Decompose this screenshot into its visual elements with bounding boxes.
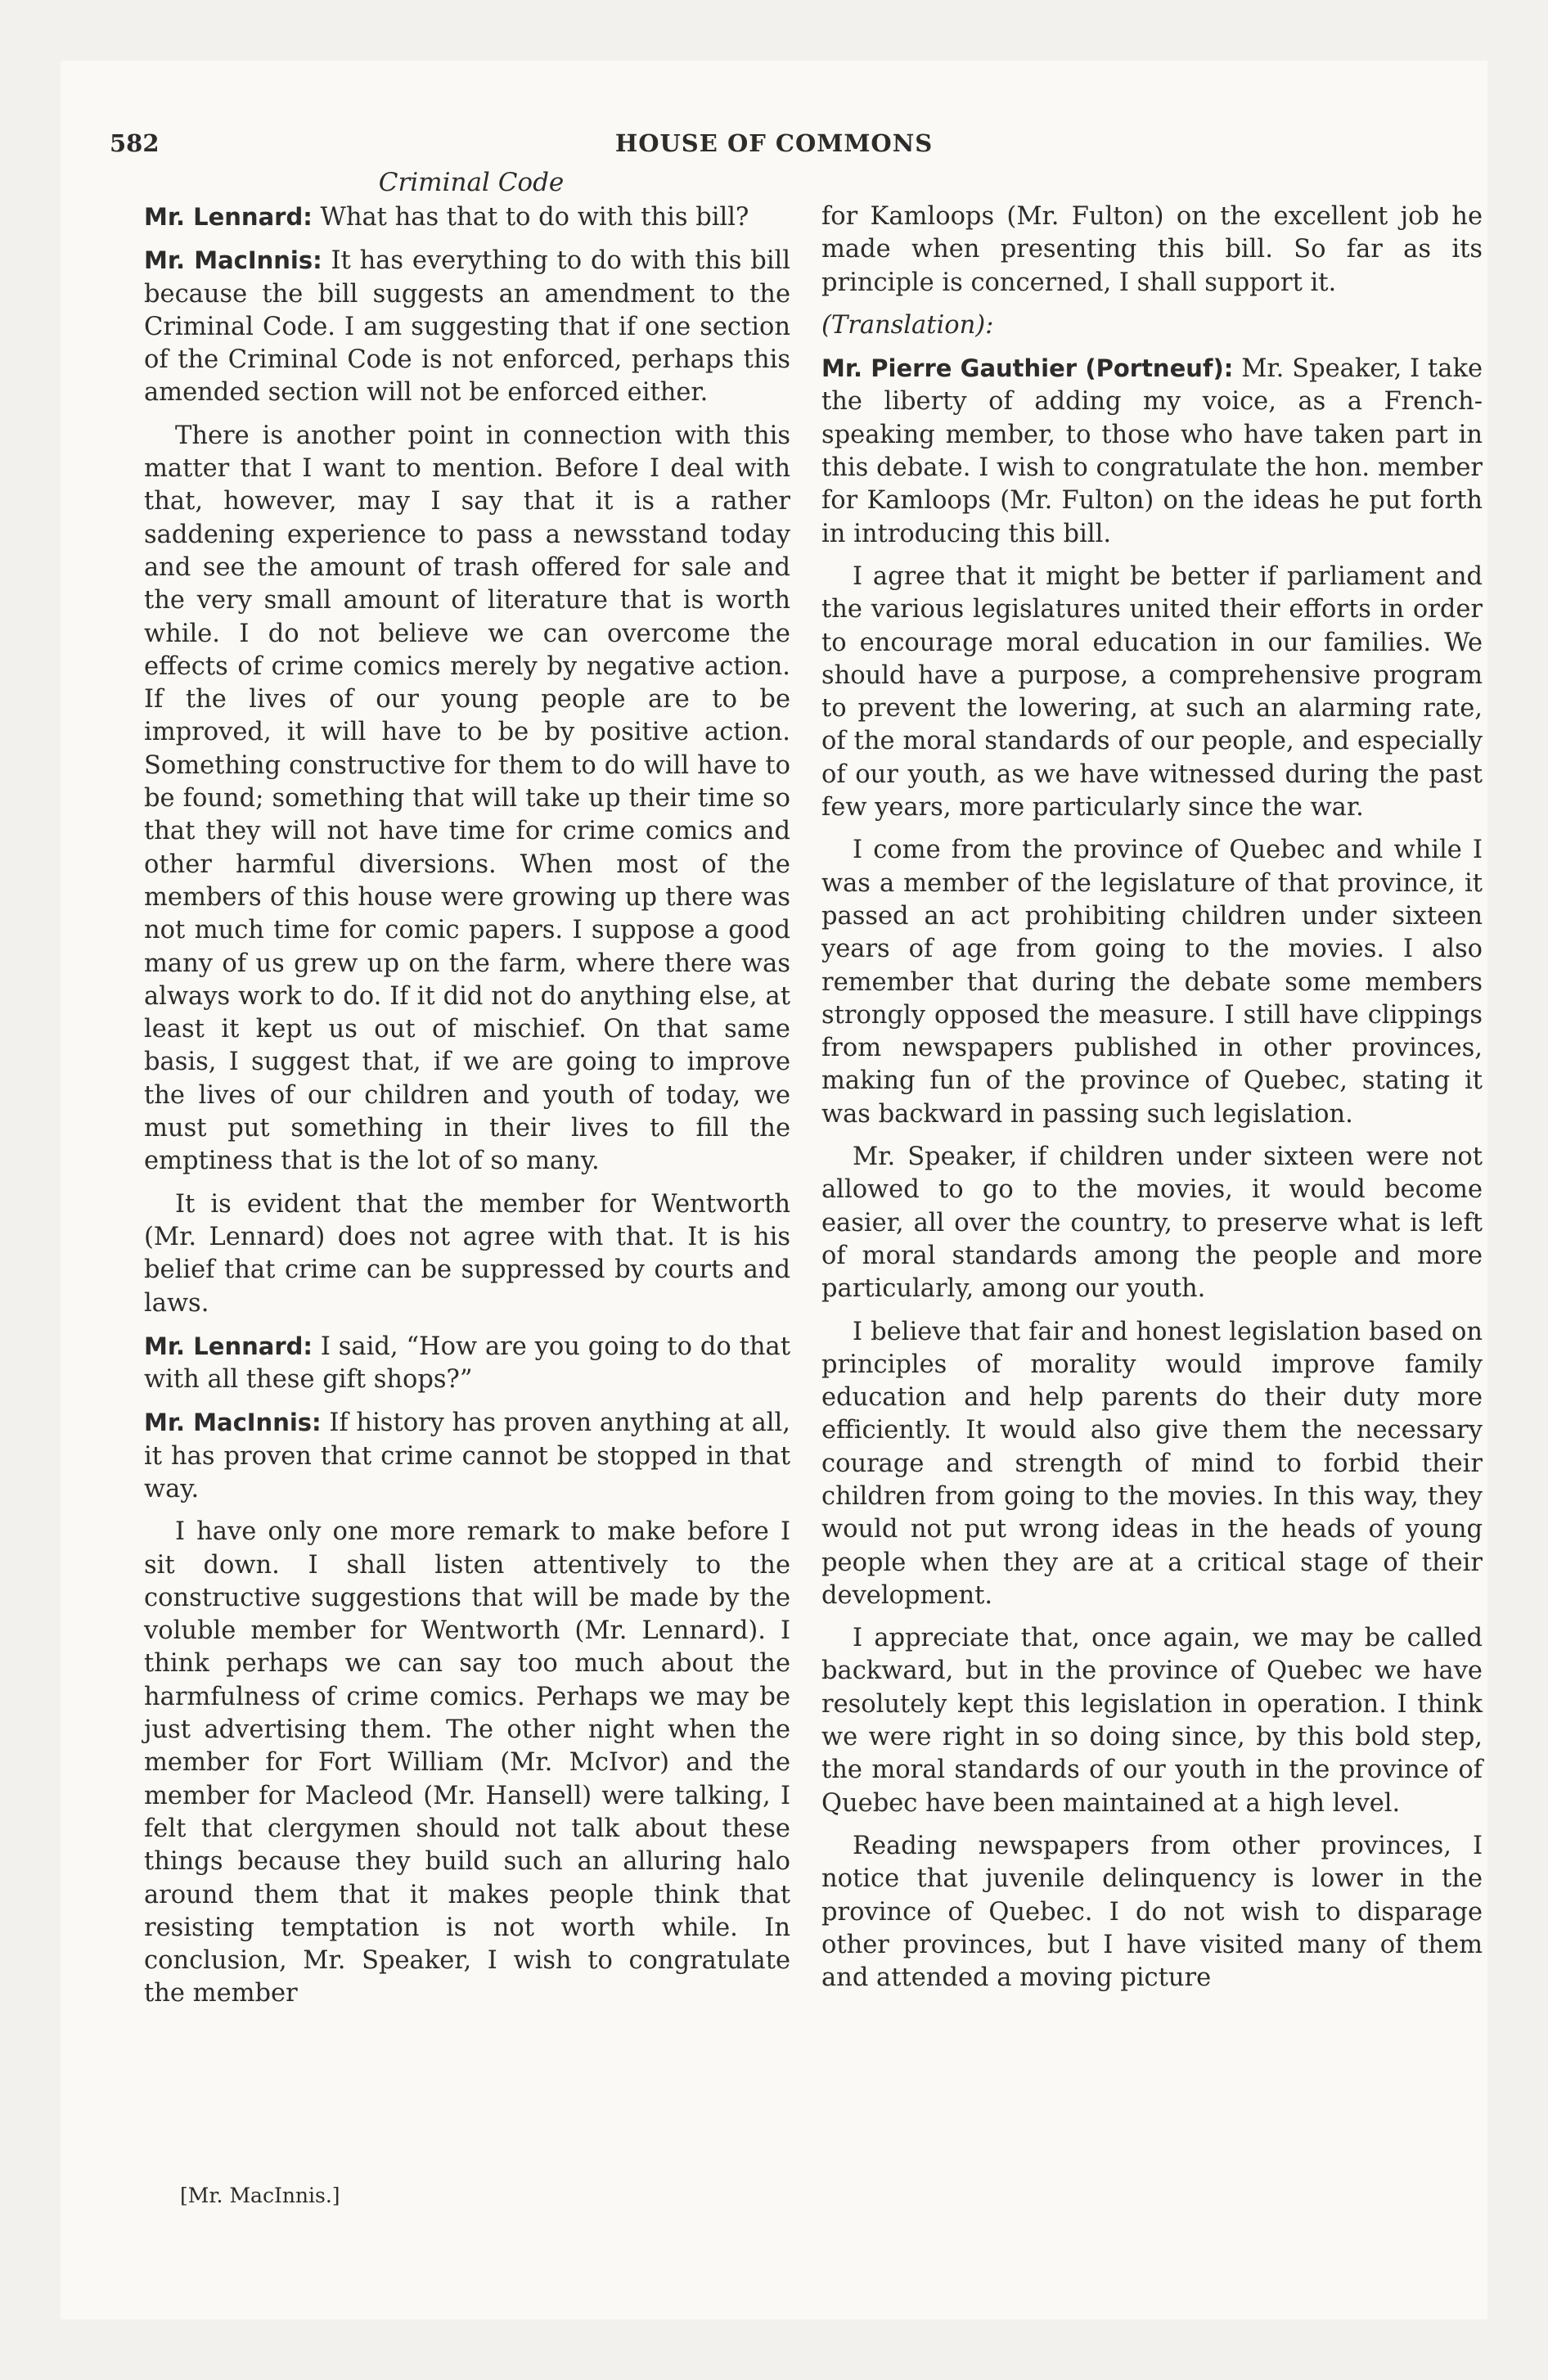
paragraph-text: What has that to do with this bill? — [312, 203, 749, 232]
speaker-name: Mr. MacInnis: — [144, 246, 322, 275]
paragraph: Reading newspapers from other provinces, I notice that juvenile delinquency is lower in the province of Quebec. I do not wish to disparage other provinces, but I have visited many of them and attended a moving picture — [821, 1831, 1483, 1993]
paragraph: I agree that it might be better if parliament and the various legislatures united their efforts in order to encourage moral education in our families. We should have a purpose, a comprehensive program to prevent the lowering, at such an alarming rate, of the moral standards of our people, and especially of our youth, as we have witnessed during the past few years, more particularly since the war. — [821, 561, 1483, 823]
paragraph: There is another point in connection with this matter that I want to mention. Before I deal with that, however, may I say that it is a rather saddening experience to pass a newsstand today and see the amount of trash offered for sale and the very small amount of literature that is worth while. I do not believe we can overcome the effects of crime comics merely by negative action. If the lives of our young people are to be improved, it will have to be by positive action. Something constructive for them to do will have to be found; something that will take up their time so that they will not have time for crime comics and other harmful diversions. When most of the members of this house were growing up there was not much time for comic papers. I suppose a good many of us grew up on the farm, where there was always work to do. If it did not do anything else, at least it kept us out of mischief. On that same basis, I suggest that, if we are going to improve the lives of our children and youth of today, we must put something in their lives to fill the emptiness that is the lot of so many. — [144, 421, 790, 1176]
page-number: 582 — [110, 129, 160, 157]
right-column — [821, 201, 1483, 2004]
paragraph — [144, 1406, 790, 1506]
paragraph-text: Mr. Speaker, I take the liberty of adding my voice, as a French-speaking member, to those who have taken part in this debate. I wish to congratulate the hon. member for Kamloops (Mr. Fulton) on the ideas he put forth in introducing this bill. — [821, 354, 1483, 548]
paragraph: for Kamloops (Mr. Fulton) on the excellent job he made when presenting this bill. So far as its principle is concerned, I shall support it. — [821, 202, 1483, 297]
paragraph — [144, 244, 790, 409]
paragraph-text: I said, “How are you going to do that with all these gift shops?” — [144, 1332, 790, 1395]
speaker-name: Mr. Pierre Gauthier (Portneuf): — [821, 354, 1234, 383]
paragraph: Mr. Speaker, if children under sixteen were not allowed to go to the movies, it would become easier, all over the country, to preserve what is left of moral standards among the people and more particularly, among our youth. — [821, 1143, 1483, 1304]
left-column — [144, 201, 790, 2021]
page-header — [110, 129, 1438, 162]
paragraph-text: It has everything to do with this bill because the bill suggests an amendment to the Criminal Code. I am suggesting that if one section of the Criminal Code is not enforced, perhaps this amended section will not be enforced either. — [144, 246, 790, 408]
paragraph: It is evident that the member for Wentworth (Mr. Lennard) does not agree with that. It is his belief that crime can be suppressed by courts and laws. — [144, 1189, 790, 1318]
page-title: HOUSE OF COMMONS — [614, 129, 934, 157]
speaker-reference: [Mr. MacInnis.] — [180, 2184, 340, 2207]
translation-label: (Translation): — [821, 310, 994, 340]
paragraph: I appreciate that, once again, we may be called backward, but in the province of Quebec we have resolutely kept this legislation in operation. I think we were right in so doing since, by this bold step, the moral standards of our youth in the province of Quebec have been maintained at a high level. — [821, 1624, 1483, 1818]
section-title: Criminal Code — [378, 168, 565, 197]
speaker-name: Mr. Lennard: — [144, 203, 313, 231]
paragraph: I believe that fair and honest legislation based on principles of morality would improve family education and help parents do their duty more efficiently. It would also give them the necessary courage and strength of mind to forbid their children from going to the movies. In this way, they would not put wrong ideas in the heads of young people when they are at a critical stage of their development. — [821, 1317, 1483, 1610]
paragraph-text: If history has proven anything at all, it has proven that crime cannot be stopped in that way. — [144, 1409, 790, 1503]
paragraph — [144, 1330, 790, 1397]
paragraph — [821, 352, 1483, 551]
speaker-name: Mr. Lennard: — [144, 1332, 313, 1360]
paragraph: I have only one more remark to make before I sit down. I shall listen attentively to the constructive suggestions that will be made by the voluble member for Wentworth (Mr. Lennard). I think perhaps we can say too much about the harmfulness of crime comics. Perhaps we may be just advertising them. The other night when the member for Fort William (Mr. McIvor) and the member for Macleod (Mr. Hansell) were talking, I felt that clergymen should not talk about these things because they build such an alluring halo around them that it makes people think that resisting temptation is not worth while. In conclusion, Mr. Speaker, I wish to congratulate the member — [144, 1517, 790, 2008]
paragraph: I come from the province of Quebec and while I was a member of the legislature of that province, it passed an act prohibiting children under sixteen years of age from going to the movies. I also remember that during the debate some members strongly opposed the measure. I still have clippings from newspapers published in other provinces, making fun of the province of Quebec, stating it was backward in passing such legislation. — [821, 836, 1483, 1129]
speaker-name: Mr. MacInnis: — [144, 1409, 322, 1437]
paragraph — [144, 201, 790, 234]
